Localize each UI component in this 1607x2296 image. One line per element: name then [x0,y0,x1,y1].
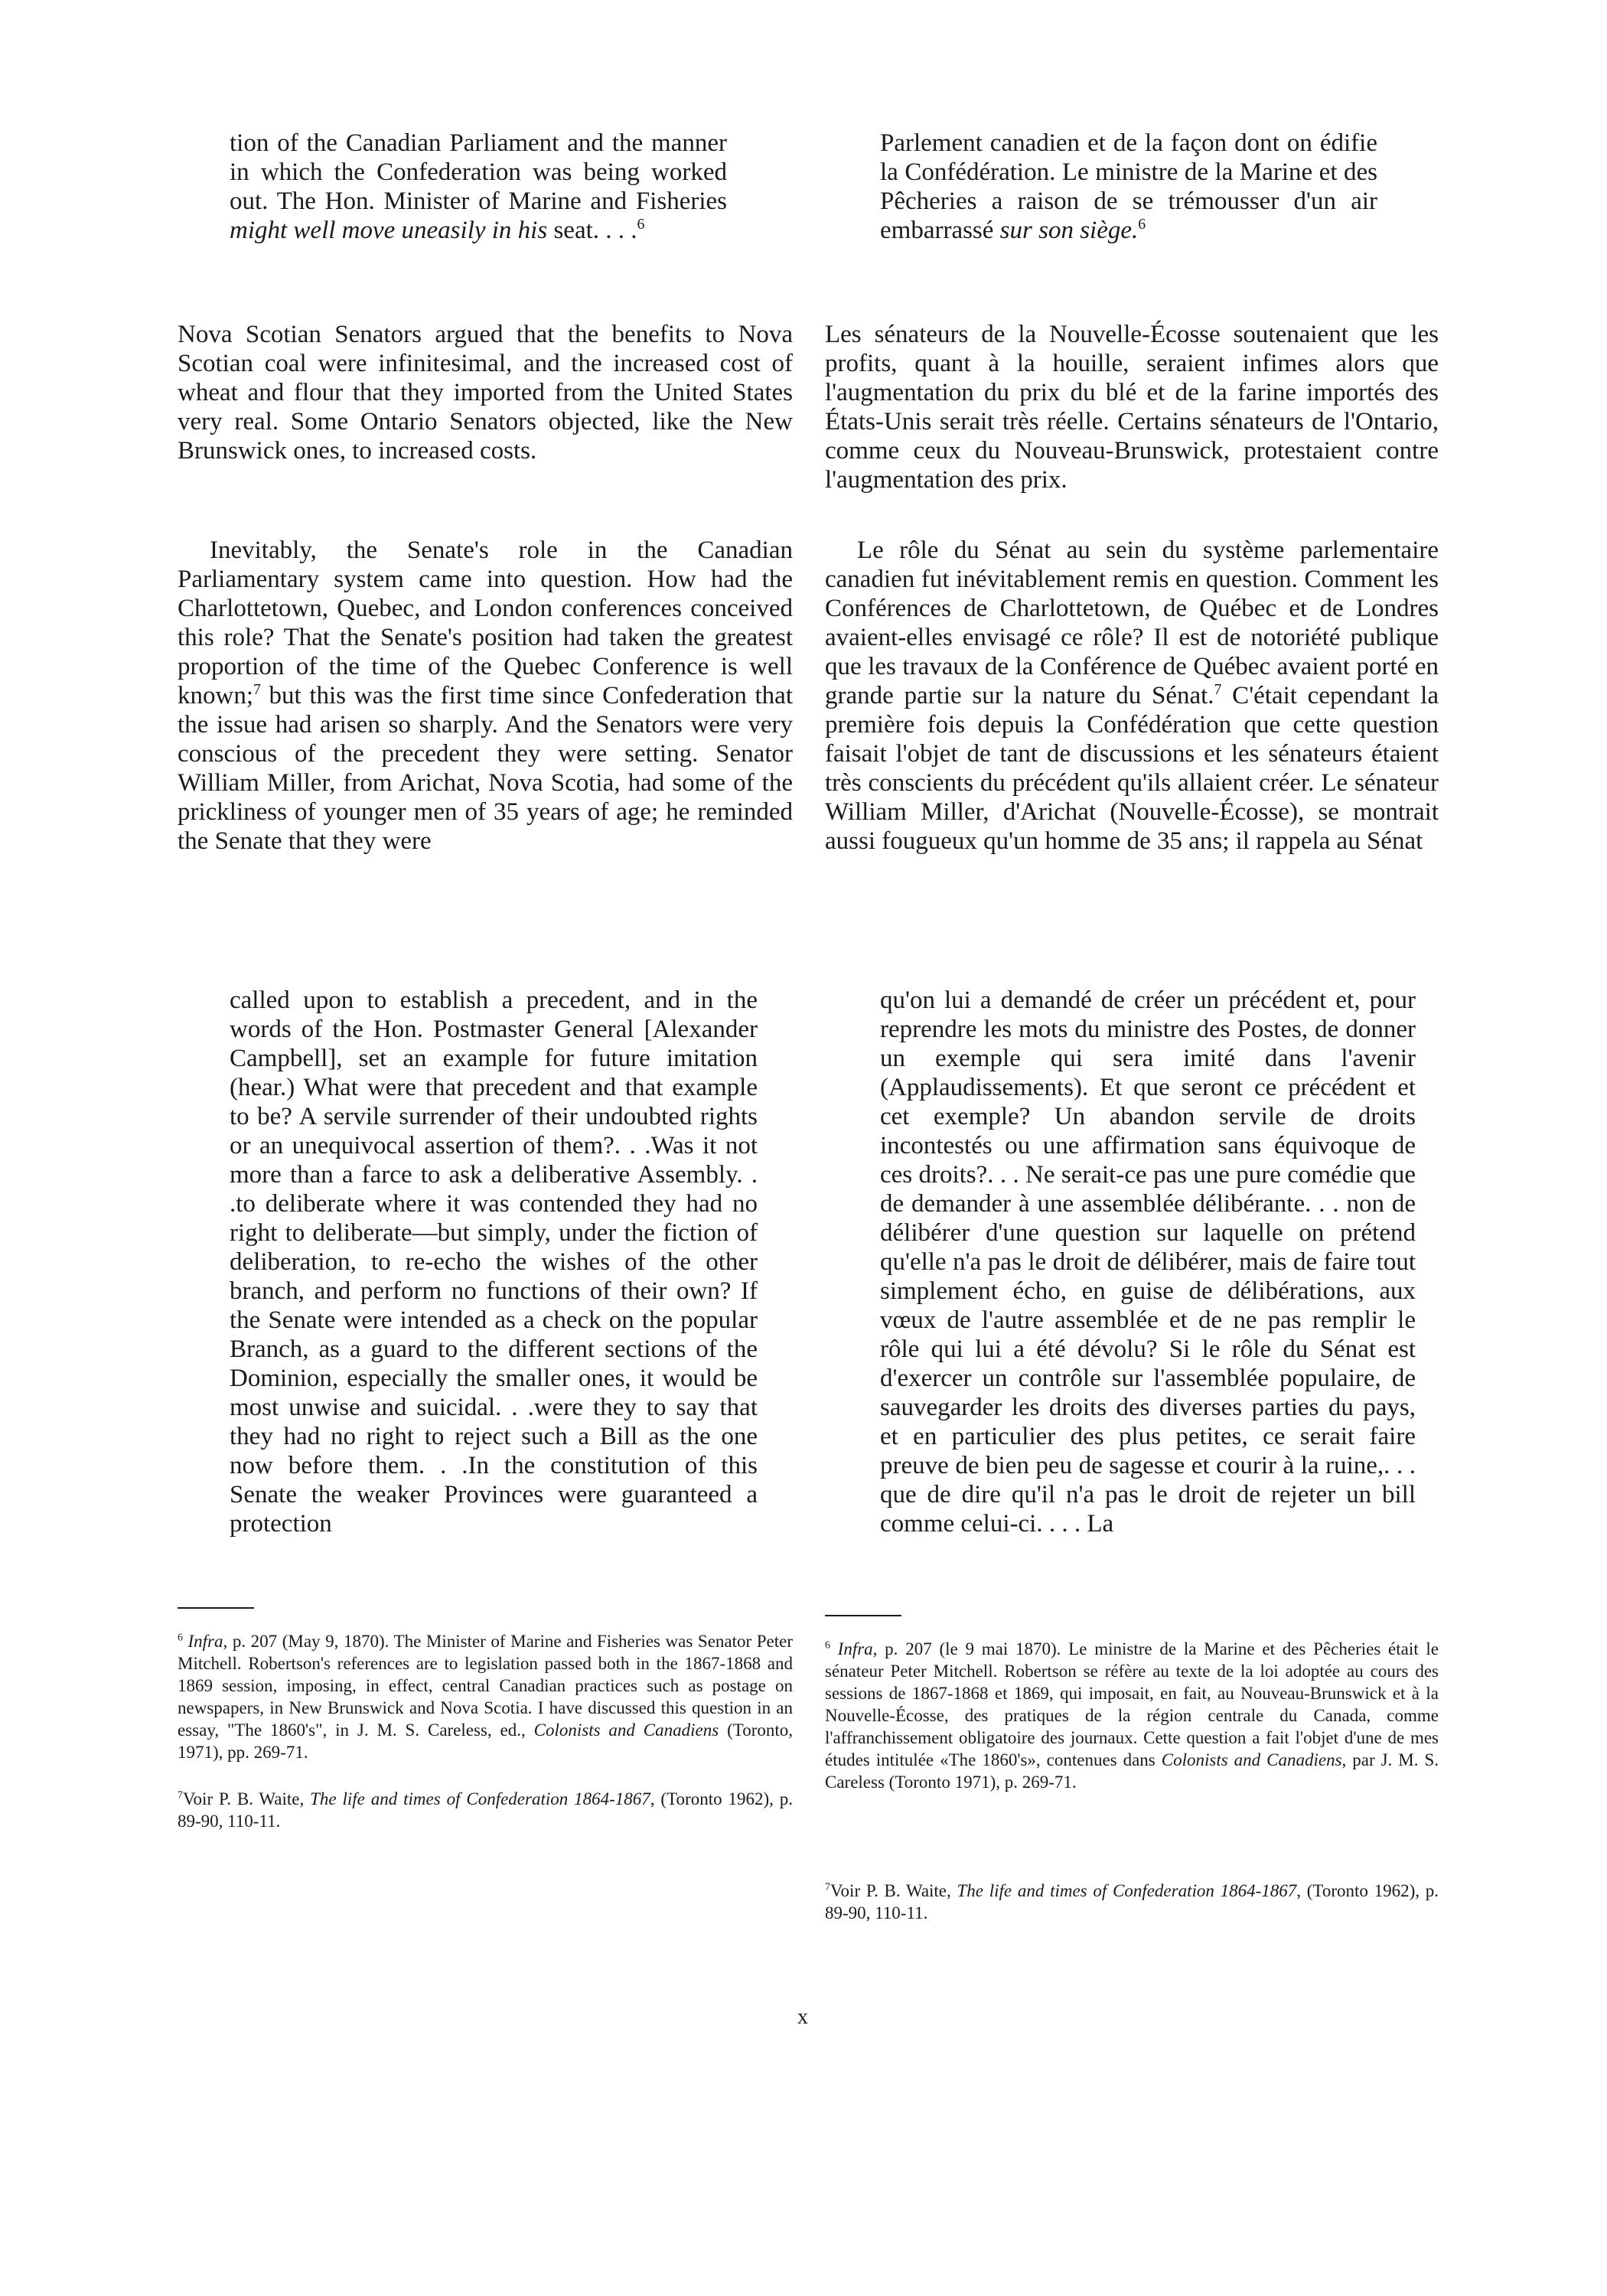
page-number: x [797,2005,808,2029]
footnote-ref-7: 7 [1214,681,1222,698]
left-paragraph-coal: Nova Scotian Senators argued that the benefits to Nova Scotian coal were infinitesimal, and the increased cost of wheat and flour that they imported from the United States very real. Some Ontario Senators objected, like the New Brunswick ones, to increased costs. [178,321,793,465]
right-footnote-6: $^6$ Infra, p. 207 (le 9 mai 1870). Le ministre de la Marine et des Pêcheries était le sénateur Peter Mitchell. Robertson se réfère au texte de la loi adoptée au cours des sessions de 1867-1868 et 1869, qui imposait, en fait, au Nouveau-Brunswick et à la Nouvelle-Écosse, des pratiques de la région centrale du Canada, comme l'affranchissement obligatoire des journaux. Cette question a fait l'objet d'une de mes études intitulée «The 1860's», contenues dans Colonists and Canadiens, par J. M. S. Careless (Toronto 1971), p. 269-71. [825,1639,1439,1792]
right-footnote-rule [825,1615,901,1616]
left-quote-continuation: tion of the Canadian Parliament and the manner in which the Confederation was being worked out. The Hon. Minister of Marine and Fisheries might well move uneasily in his seat. . . .$^6$ [230,129,727,244]
left-footnote-7: $^7$Voir P. B. Waite, The life and times of Confederation 1864-1867, (Toronto 1962), p. 89-90, 110-11. [178,1789,794,1831]
right-quote-miller: qu'on lui a demandé de créer un précédent et, pour reprendre les mots du ministre des Postes, de donner un exemple qui sera imité dans l'avenir (Applaudissements). Et que seront ce précédent et cet exemple? Un abandon servile de droits incontestés ou une affirmation sans équivoque de ces droits?. . . Ne serait-ce pas une pure comédie que de demander à une assemblée délibérante. . . non de délibérer d'une question sur laquelle on prétend qu'elle n'a pas le droit de délibérer, mais de faire tout simplement écho, en guise de délibérations, aux vœux de l'autre assemblée et de ne pas remplir le rôle qui lui a été dévolu? Si le rôle du Sénat est d'exercer un contrôle sur l'assemblée populaire, de sauvegarder les droits des diverses parties du pays, et en particulier des plus petites, ce serait faire preuve de bien peu de sagesse et courir à la ruine,. . . que de dire qu'il n'a pas le droit de rejeter un bill comme celui-ci. . . . La [880,987,1416,1538]
left-footnote-6: $^6$ Infra, p. 207 (May 9, 1870). The Minister of Marine and Fisheries was Senator Peter Mitchell. Robertson's references are to legislation passed both in the 1867-1868 and 1869 session, imposing, in effect, central Canadian practices such as postage on newspapers, in New Brunswick and Nova Scotia. I have discussed this question in an essay, "The 1860's", in J. M. S. Careless, ed., Colonists and Canadiens (Toronto, 1971), pp. 269-71. [178,1631,794,1762]
right-paragraph-role-senat: Le rôle du Sénat au sein du système parlementaire canadien fut inévitablement remis en question. Comment les Conférences de Charlottetown, de Québec et de Londres avaient-elles envisagé ce rôle? Il est de notoriété publique que les travaux de la Conférence de Québec avaient porté en grande partie sur la nature du Sénat.$^7$ C'était cependant la première fois depuis la Confédération que cette question faisait l'objet de tant de discussions et les sénateurs étaient très conscients du précédent qu'ils allaient créer. Le sénateur William Miller, d'Arichat (Nouvelle-Écosse), se montrait aussi fougueux qu'un homme de 35 ans; il rappela au Sénat [825,536,1439,855]
footnote-ref-6: 6 [637,216,645,233]
left-quote-miller: called upon to establish a precedent, and in the words of the Hon. Postmaster General [Alexander Campbell], set an example for future imitation (hear.) What were that precedent and that example to be? A servile surrender of their undoubted rights or an unequivocal assertion of them?. . .Was it not more than a farce to ask a deliberative Assembly. . .to deliberate where it was contended they had no right to deliberate—but simply, under the fiction of deliberation, to re-echo the wishes of the other branch, and perform no functions of their own? If the Senate were intended as a check on the popular Branch, as a guard to the different sections of the Dominion, especially the smaller ones, it would be most unwise and suicidal. . .were they to say that they had no right to reject such a Bill as the one now before them. . .In the constitution of this Senate the weaker Provinces were guaranteed a protection [230,987,758,1538]
footnote-ref-6: 6 [1138,216,1146,233]
right-quote-continuation: Parlement canadien et de la façon dont on édifie la Confédération. Le ministre de la Marine et des Pêcheries a raison de se trémousser d'un air embarrassé sur son siège.$^6$ [880,129,1377,244]
left-paragraph-senate-role: Inevitably, the Senate's role in the Canadian Parliamentary system came into question. How had the Charlottetown, Quebec, and London conferences conceived this role? That the Senate's position had taken the greatest proportion of the time of the Quebec Conference is well known;$^7$ but this was the first time since Confederation that the issue had arisen so sharply. And the Senators were very conscious of the precedent they were setting. Senator William Miller, from Arichat, Nova Scotia, had some of the prickliness of younger men of 35 years of age; he reminded the Senate that they were [178,536,793,855]
right-paragraph-houille: Les sénateurs de la Nouvelle-Écosse soutenaient que les profits, quant à la houille, seraient infimes alors que l'augmentation du prix du blé et de la farine importés des États-Unis serait très réelle. Certains sénateurs de l'Ontario, comme ceux du Nouveau-Brunswick, protestaient contre l'augmentation des prix. [825,321,1439,494]
right-footnote-7: $^7$Voir P. B. Waite, The life and times of Confederation 1864-1867, (Toronto 1962), p. 89-90, 110-11. [825,1880,1439,1923]
footnote-ref-7: 7 [253,681,261,698]
left-footnote-rule [178,1607,254,1609]
